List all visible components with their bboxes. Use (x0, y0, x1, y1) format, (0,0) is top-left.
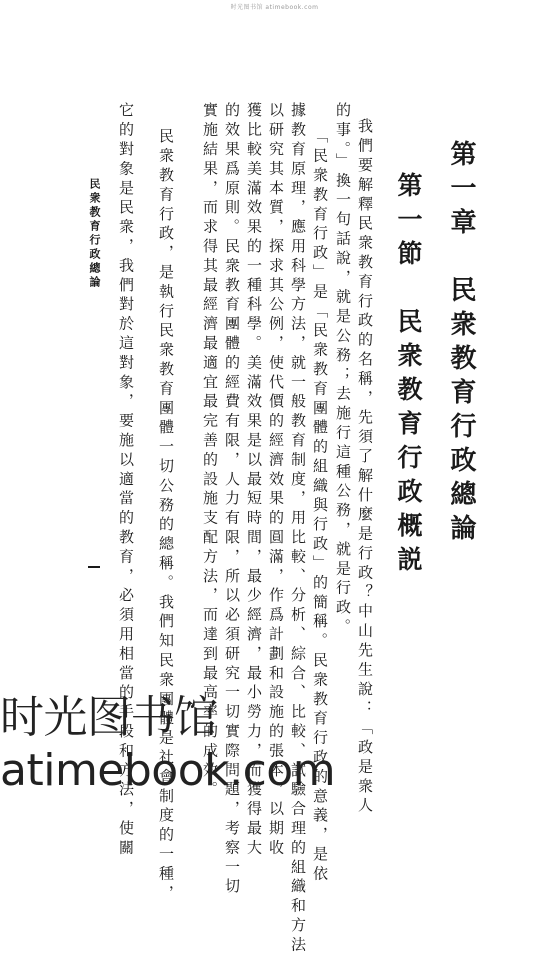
page-number (88, 566, 100, 568)
body-column-9: 民衆教育行政，是執行民衆教育團體一切公務的總稱。我們知民衆團體是社會制度的一種， (157, 128, 175, 904)
section-title: 第一節 民衆教育行政概説 (394, 172, 423, 580)
body-column-8: 實施結果，而求得其最經濟最適宜最完善的設施支配方法，而達到最高率的成效。 (201, 102, 219, 801)
bottom-watermark: 时光图书馆atimebook.com (0, 691, 336, 796)
body-column-7: 的效果爲原則。民衆教育團體的經費有限，人力有限，所以必須研究一切實際問題，考察一切 (223, 102, 241, 898)
body-column-5: 以研究其本質，探求其公例，使代價的經濟效果的圓滿，作爲計劃和設施的張本，以期收 (267, 102, 285, 859)
body-column-3: 「民衆教育行政」是「民衆教育團體的組織與行政」的簡稱。民衆教育行政的意義，是依 (311, 128, 329, 885)
body-column-10: 它的對象是民衆，我們對於這對象，要施以適當的教育，必須用相當的手段和方法，使關 (117, 102, 135, 859)
body-column-2: 的事。」換一句話說，就是公務；去施行這種公務，就是行政。 (334, 102, 352, 638)
chapter-title: 第一章 民衆教育行政總論 (446, 140, 476, 548)
body-column-4: 據教育原理，應用科學方法，就一般教育制度，用比較、分析、綜合、比較、試驗合理的組織和方法 (289, 102, 307, 956)
body-column-6: 獲比較美滿效果的一種科學。美滿效果是以最短時間，最少經濟，最小勞力，而獲得最大 (245, 102, 263, 859)
top-watermark: 时光图书馆 atimebook.com (230, 4, 319, 11)
running-head: 民衆教育行政總論 (88, 178, 101, 290)
body-column-1: 我們要解釋民衆教育行政的名稱，先須了解什麼是行政？中山先生說：「政是衆人 (356, 118, 374, 817)
